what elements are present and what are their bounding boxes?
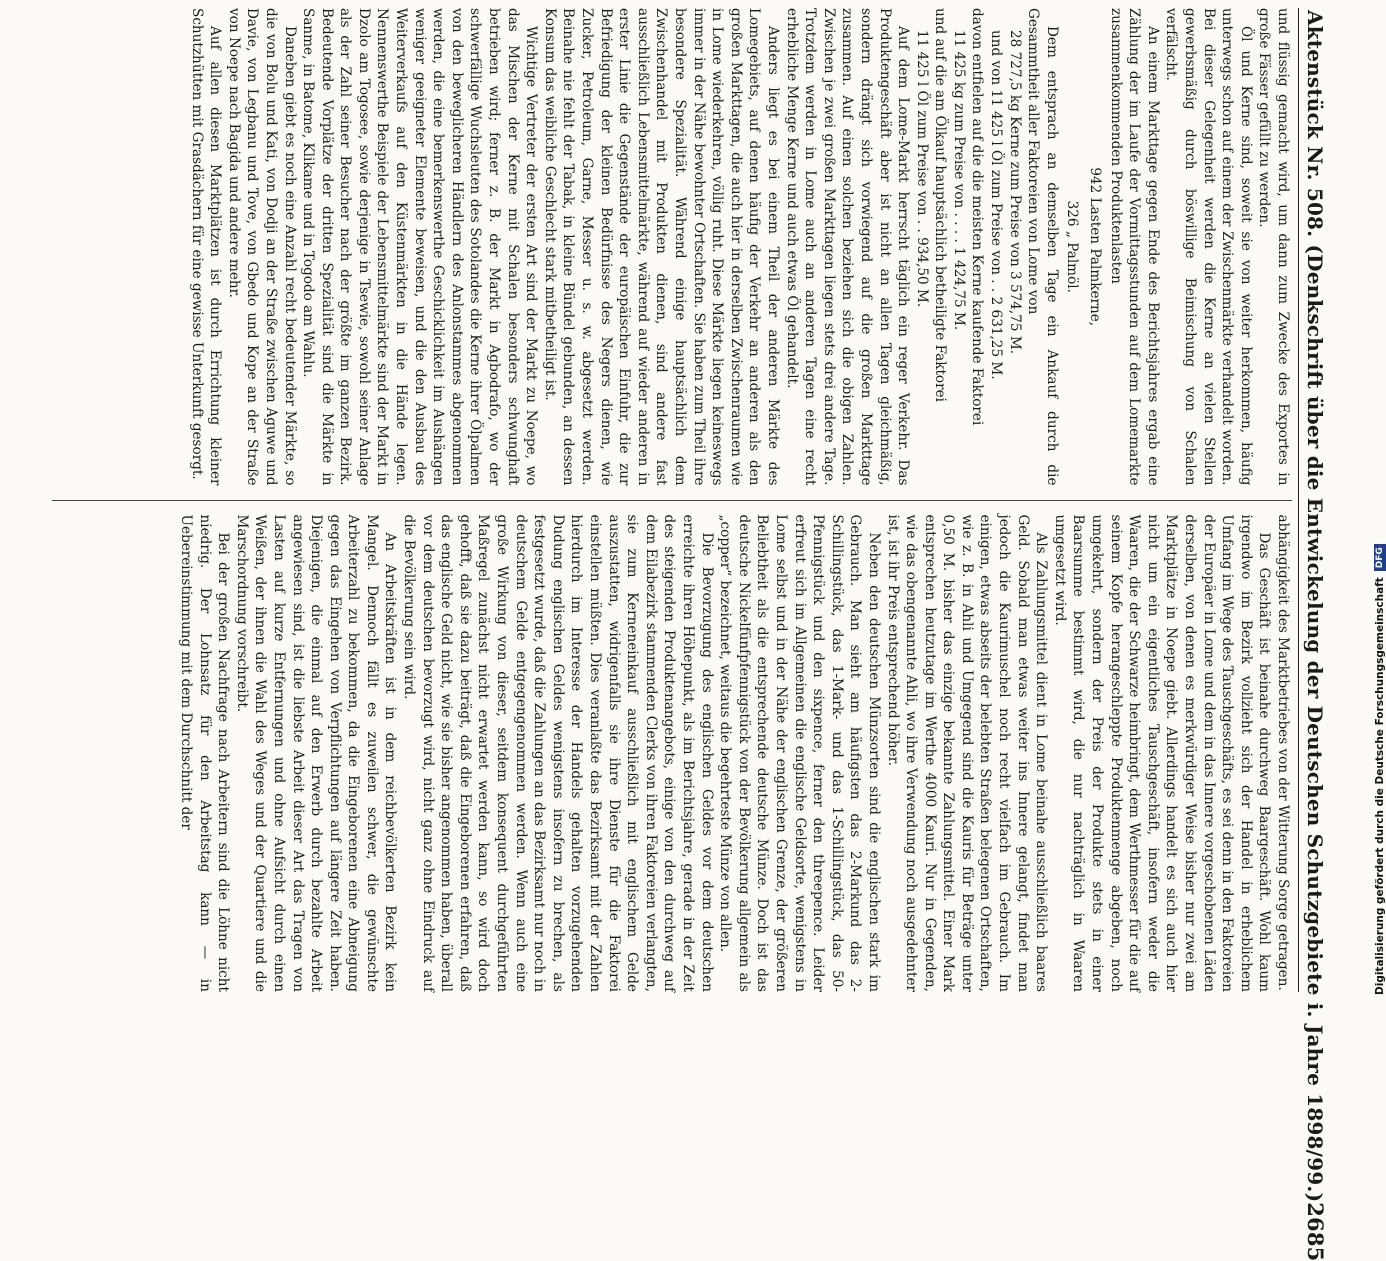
paragraph: abhängigkeit des Marktbetriebes von der Witterung Sorge getragen.: [1275, 514, 1291, 991]
figure-line: 11 425 l Öl zum Preise von . . 934,50 M.: [913, 30, 930, 308]
figure-line: und auf die am Ölkauf hauptsächlich betheiligte Faktorei: [932, 8, 949, 402]
dfg-logo-icon: DFG: [1374, 544, 1386, 571]
column-divider: [52, 500, 1292, 501]
paragraph: Das Geschäft ist beinahe durchweg Baargeschäft. Wohl kaum irgendwo im Bezirk vollzieht sich der Handel in erheblichem Umfang im Wege des Tauschgeschäfts, es sei denn in den Faktoreien der Europäer in Lome und dem in das Innere vorgeschobenen Läden derselben, von denen es merkwürdiger Weise bisher nur zwei am Marktplätze in Noepe giebt. Allerdings handelt es sich auch hier nicht um ein eigentliches Tauschgeschäft, insofern weder die Waaren, die der Schwarze heimbringt, dem Werthmesser für die auf seinem Kopfe herangeschleppte Produktenmenge abgeben, noch umgekehrt, sondern der Preis der Produkte stets in einer Baarsumme bestimmt wird, die nur nachträglich in Waaren umgesetzt wird.: [1051, 514, 1273, 992]
text-columns: [52, 8, 1292, 992]
paragraph: Bei der großen Nachfrage nach Arbeitern sind die Löhne nicht niedrig. Der Lohnsatz für den Arbeitstag kann — in Uebereinstimmung mit dem Durchschnitt der: [177, 514, 232, 992]
paragraph: Auf allen diesen Marktplätzen ist durch Errichtung kleiner Schutzhütten mit Grasdächern für eine gewisse Unterkunft gesorgt.: [188, 8, 224, 486]
figure-line: davon entfielen auf die die meisten Kerne kaufende Faktorei: [969, 8, 986, 426]
count-line: 942 Lasten Palmkerne,: [1087, 167, 1104, 327]
paragraph: Als Zahlungsmittel dient in Lome beinahe ausschließlich baares Geld. Sobald man etwas weiter ins Innere gelangt, findet man jedoch die Kaurimuschel noch recht vielfach im Gebrauch. Im einigen, etwas abseits der belebten Straßen belegenen Ortschaften, wie z. B. in Ahli und Umgegend sind die Kauris für Beträge unter 0,50 M. bisher das einzige bekannte Zahlungsmittel. Einer Mark entsprechen heutzutage im Werthe 4000 Kauri. Nur in Gegenden, wie das obengenannte Ahli, wo ihre Verwendung noch ausgedehnter ist, ist ihr Preis entsprechend höher.: [884, 514, 1050, 992]
paragraph: Dem entsprach an demselben Tage ein Ankauf durch die Gesammtheit aller Faktoreien von Lome von: [1025, 8, 1060, 486]
paragraph: Die Bevorzugung des englischen Geldes vor dem deutschen erreichte ihren Höhepunkt, als im Berichtsjahre, gerade in der Zeit des steigenden Produktenangebots, einige von den durchweg auf dem Eilabezirk stammenden Clerks von ihren Faktoreien verlangten, sie zum Kerneneinkauf ausschließlich mit englischem Gelde auszustatten, widrigenfalls sie ihre Dienste für die Faktorei einstellen müßten. Dies veranlaßte das Bezirksamt mit der Zahlen hierdurch im Interesse der Handels gehalten vorzugehenden Dudung englischen Geldes wenigstens insofern zu brechen, als festgesetzt wurde, daß die Zahlungen an das Bezirksamt nur noch in deutschem Gelde entgegengenommen werden. Wenn auch eine große Wirkung von dieser, seitdem konsequent durchgeführten Maßregel zunächst nicht erwartet werden kann, so wird doch gehofft, daß sie dazu beiträgt, daß die Eingeborenen erfahren, daß das englische Geld nicht, wie sie bisher angenommen haben, überall vor dem deutschen bevorzugt wird, nicht ganz ohne Eindruck auf die Bevölkerung sein wird.: [401, 514, 715, 992]
figure-line: 11 425 kg zum Preise von . . . . 1 424,75 M.: [950, 30, 967, 331]
digitization-imprint: [1374, 544, 1386, 995]
paragraph: und flüssig gemacht wird, um dann zum Zwecke des Exportes in große Fässer gefüllt zu werden.: [1256, 8, 1291, 486]
imprint-text: Digitalisierung gefördert durch die Deutsche Forschungsgemeinschaft: [1374, 577, 1386, 995]
running-head: [1298, 8, 1330, 1261]
paragraph: Wichtige Vertreter der ersten Art sind der Markt zu Noepe, wo das Mischen der Kerne mit Schalen besonders schwunghaft betrieben wird; ferner z. B. der Markt in Agbodrafo, wo der schwerfällige Wuchsleuten des Sotolandes die Kerne ihrer Ölpalmen von den beweglicheren Händlern des Anlonstammes abgenommen werden, die eine bemerkenswerthe Geschicklichkeit im Aushängen weniger geeigneter Elemente beweisen, und die den Ausbau des Weiterverkaufs auf den Küstenmärkten in die Hände legen. Nennenswerthe Beispiele der Lebensmittelmärkte sind der Markt in Dzolo am Togosee, sowie derjenige in Tsewie, sowohl seiner Anlage als der Zahl seiner Besucher nach der größte im ganzen Bezirk. Bedeutende Vorplätze der dritten Spezialität sind die Märkte in Sanme, in Batome, Klikame und in Togodo am Wahlu.: [300, 8, 540, 486]
count-line: 326 „ Palmöl.: [1064, 200, 1081, 293]
paragraph: Auf dem Lome-Markt herrscht täglich ein reger Verkehr. Das Produktengeschäft aber ist nicht an allen Tagen gleichmäßig, sondern drängt sich vorwiegend auf die großen Markttage zusammen. Auf einen solchen beziehen sich die obigen Zahlen. Zwischen je zwei großen Markttagen liegen stets drei andere Tage. Trotzdem werden in Lome auch an anderen Tagen eine recht erhebliche Menge Kerne und auch etwas Öl gehandelt.: [783, 8, 912, 486]
paragraph: Anders liegt es bei einem Theil der anderen Märkte des Lomegebiets, auf denen häufig der Verkehr an anderen als den großen Markttagen, die auch hier in derselben Zwischenraumen wie in Lome wiederkehren, völlig ruht. Diese Märkte liegen keineswegs immer in der Nähe bewohnter Ortschaften. Sie haben zum Theil ihre besondere Spezialität. Während einige hauptsächlich dem Zwischenhandel mit Produkten dienen, sind andere fast ausschließlich Lebensmittelmärkte, während auf wieder anderen in erster Linie die Gegenstände der europäischen Einfuhr, die zur Befriedigung der kleinen Bedürfnisse des Negers dienen, wie Zucker, Petroleum, Garne, Messer u. s. w. abgesetzt werden. Beinahe nie fehlt der Tabak, in kleine Bündel gebunden, an dessen Konsum das weibliche Geschlecht stark mitbetheiligt ist.: [541, 8, 781, 486]
figure-line: und von 11 425 l Öl zum Preise von . . 2 631,25 M.: [988, 30, 1005, 380]
column-left: [52, 8, 1292, 486]
running-head-title: Aktenstück Nr. 508. (Denkschrift über die Entwickelung der Deutschen Schutzgebiete i. Jahre 1898/99.): [1303, 10, 1327, 1203]
column-right: [52, 515, 1292, 993]
paragraph: Neben den deutschen Münzsorten sind die englischen stark im Gebrauch. Man sieht am häufigsten das 2-Markund das 2-Schillingstück, das 1-Mark- und das 1-Schillingstück, das 50-Pfennigstück und den sixpence, ferner den threepence. Leider erfreut sich im Allgemeinen die englische Geldsorte, wenigstens in Lome selbst und in der Nähe der englischen Grenze, der größeren Beliebtheit als die entsprechende deutsche Münze. Doch ist das deutsche Nickelfünfpfennigstück von der Bevölkerung allgemein als „copper“ bezeichnet, weitaus die begehrteste Münze von allen.: [717, 514, 882, 992]
paragraph: An einem Markttage gegen Ende des Berichtsjahres ergab eine Zählung der im Laufe der Vormittagsstunden auf dem Lomemarkte zusammenkommenden Produktenlasten: [1107, 8, 1161, 486]
paragraph: Daneben giebt es noch eine Anzahl recht bedeutender Märkte, so die von Bolu und Kati, von Dodji an der Straße zwischen Aguwe und Davie, von Legbanu und Tove, von Gbedo und Kope an der Straße von Noepe nach Bagida und andere mehr.: [225, 8, 298, 486]
page-number: 2685: [1303, 1202, 1328, 1261]
paragraph: Öl und Kerne sind, soweit sie von weiter herkommen, häufig unterwegs schon auf einem der Zwischenmärkte verhandelt worden. Bei dieser Gelegenheit werden die Kerne an vielen Stellen gewerbsmäßig durch böswillige Beimischung von Schalen verfälscht.: [1163, 8, 1254, 486]
paragraph: An Arbeitskräften ist in dem reichbevölkerten Bezirk kein Mangel. Dennoch fällt es zuweilen schwer, die gewünschte Arbeiterzahl zu bekommen, da die Eingeborenen eine Abneigung gegen das Eingehen von Verpflichtungen auf längere Zeit haben. Diejenigen, die einmal auf den Erwerb durch bezahlte Arbeit angewiesen sind, ist die liebste Arbeit dieser Art das Tragen von Lasten auf kurze Entfernungen und ohne Aufsicht durch einen Weißen, der ihnen die Wahl des Weges und der Quartiere und die Marschordnung vorschreibt.: [233, 514, 399, 992]
figure-line: 28 727,5 kg Kerne zum Preise von 3 574,75 M.: [1006, 30, 1023, 355]
rotated-text-block: [46, 0, 1336, 1261]
